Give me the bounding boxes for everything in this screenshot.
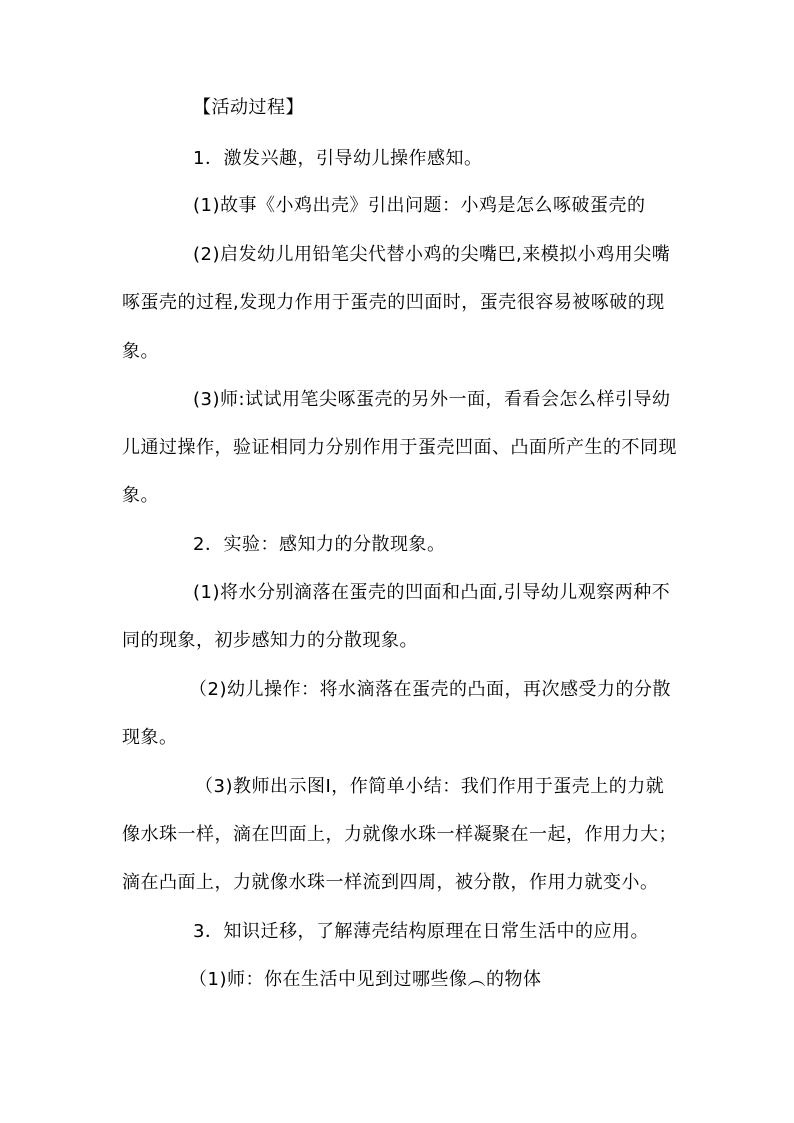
step-2-item-3-line-2: 像水珠一样，滴在凹面上，力就像水珠一样凝聚在一起，作用力大； <box>122 824 677 845</box>
step-1-item-3-line-1: (3)师:试试用笔尖啄蛋壳的另外一面，看看会怎么样引导幼 <box>193 389 671 410</box>
step-2-item-1-line-1: (1)将水分别滴落在蛋壳的凹面和凸面,引导幼儿观察两种不 <box>193 582 671 603</box>
step-2-item-2-line-2: 现象。 <box>122 727 178 748</box>
step-1-item-3-line-3: 象。 <box>122 485 159 506</box>
step-1-item-2-line-2: 啄蛋壳的过程,发现力作用于蛋壳的凹面时，蛋壳很容易被啄破的现 <box>122 292 665 313</box>
step-1-item-3-line-2: 儿通过操作，验证相同力分别作用于蛋壳凹面、凸面所产生的不同现 <box>122 437 677 458</box>
step-2-item-2-line-1: （2)幼儿操作：将水滴落在蛋壳的凸面，再次感受力的分散 <box>189 679 671 700</box>
step-1-item-2-line-3: 象。 <box>122 341 159 362</box>
step-3-heading: 3．知识迁移，了解薄壳结构原理在日常生活中的应用。 <box>193 921 649 942</box>
step-1-item-2-line-1: (2)启发幼儿用铅笔尖代替小鸡的尖嘴巴,来模拟小鸡用尖嘴 <box>193 244 671 265</box>
step-2-item-3-line-1: （3)教师出示图I，作简单小结：我们作用于蛋壳上的力就 <box>195 776 665 797</box>
section-heading: 【活动过程】 <box>193 97 304 118</box>
step-1-item-1: (1)故事《小鸡出壳》引出问题：小鸡是怎么啄破蛋壳的 <box>193 195 646 216</box>
step-3-item-1: （1)师：你在生活中见到过哪些像︵的物体 <box>189 969 542 990</box>
step-2-item-3-line-3: 滴在凸面上，力就像水珠一样流到四周，被分散，作用力就变小。 <box>122 872 659 893</box>
step-2-item-1-line-2: 同的现象，初步感知力的分散现象。 <box>122 630 418 651</box>
step-1-heading: 1．激发兴趣，引导幼儿操作感知。 <box>193 148 483 169</box>
step-2-heading: 2．实验：感知力的分散现象。 <box>193 534 446 555</box>
